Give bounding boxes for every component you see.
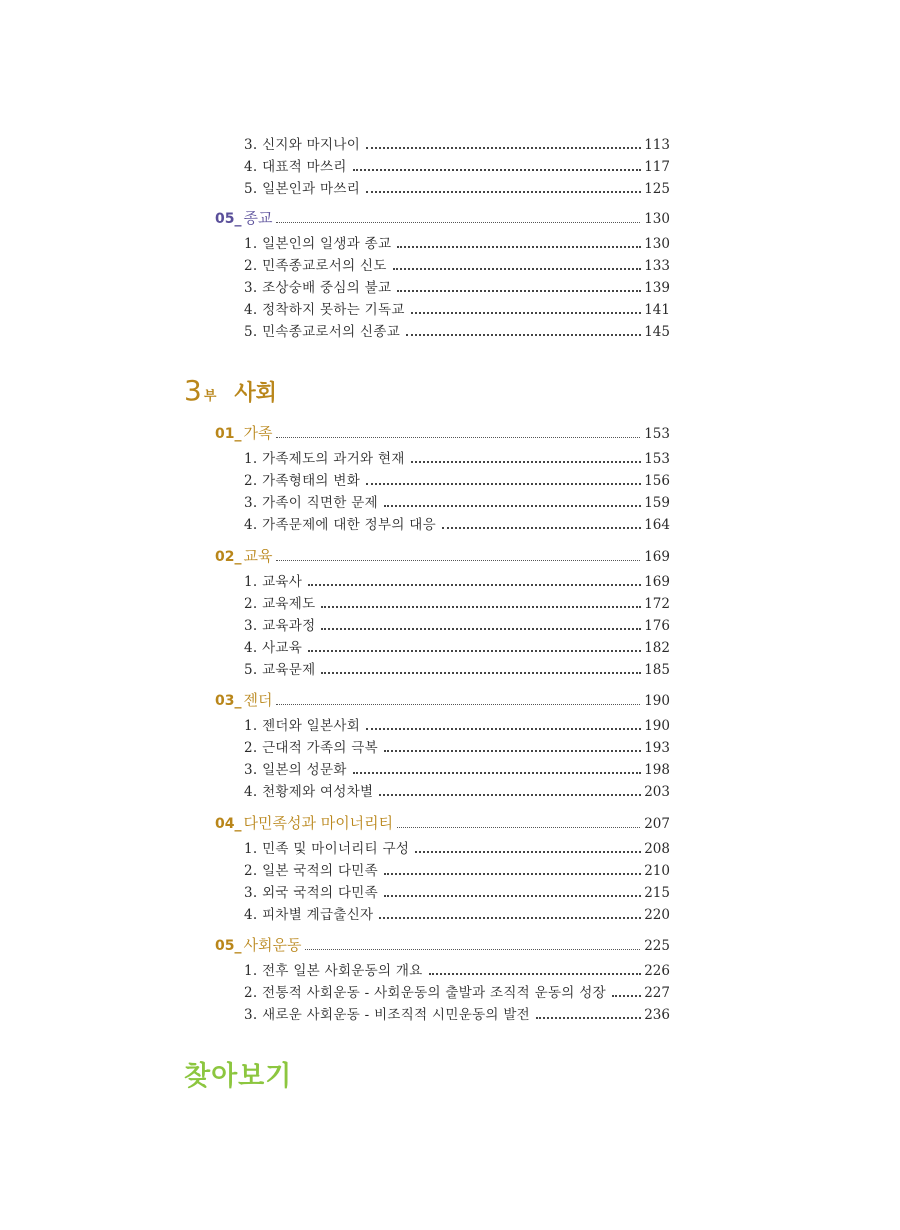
- toc-entry[interactable]: [244, 513, 670, 533]
- part-number: 3: [184, 374, 202, 407]
- toc-entry[interactable]: [244, 469, 670, 489]
- chapter-number: 05_: [215, 211, 242, 227]
- toc-entry[interactable]: [244, 155, 670, 175]
- dot-leader: [393, 258, 641, 270]
- entry-page-number: 133: [644, 258, 670, 274]
- chapter-title: 종교: [243, 209, 273, 227]
- entry-title: 3. 새로운 사회운동 - 비조직적 시민운동의 발전: [244, 1007, 531, 1023]
- entry-title: 4. 사교육: [244, 640, 303, 656]
- dot-leader: [397, 816, 640, 828]
- entry-page-number: 141: [644, 302, 670, 318]
- chapter-page-number: 225: [644, 938, 670, 954]
- toc-entry[interactable]: [244, 447, 670, 467]
- entry-title: 4. 가족문제에 대한 정부의 대응: [244, 517, 436, 533]
- toc-entry[interactable]: [244, 276, 670, 296]
- chapter-title: 가족: [243, 424, 273, 442]
- chapter-heading[interactable]: [215, 422, 670, 444]
- entry-page-number: 130: [644, 236, 670, 252]
- chapter-number: 03_: [215, 693, 242, 709]
- entry-title: 3. 일본의 성문화: [244, 762, 347, 778]
- dot-leader: [366, 473, 641, 485]
- chapter-heading[interactable]: [215, 545, 670, 567]
- dot-leader: [305, 938, 640, 950]
- chapter-number: 04_: [215, 816, 242, 832]
- dot-leader: [379, 907, 641, 919]
- entry-page-number: 156: [644, 473, 670, 489]
- toc-entry[interactable]: [244, 959, 670, 979]
- dot-leader: [276, 549, 640, 561]
- toc-entry[interactable]: [244, 714, 670, 734]
- chapter-heading[interactable]: [215, 689, 670, 711]
- entry-title: 4. 피차별 계급출신자: [244, 907, 374, 923]
- toc-entry[interactable]: [244, 636, 670, 656]
- entry-title: 2. 가족형태의 변화: [244, 473, 361, 489]
- part-label: 부: [203, 389, 217, 404]
- part-title: 사회: [234, 381, 277, 406]
- dot-leader: [379, 784, 641, 796]
- dot-leader: [308, 640, 641, 652]
- entry-title: 2. 민족종교로서의 신도: [244, 258, 387, 274]
- entry-page-number: 227: [644, 985, 670, 1001]
- dot-leader: [353, 762, 642, 774]
- entry-title: 3. 조상숭배 중심의 불교: [244, 280, 392, 296]
- dot-leader: [612, 985, 641, 997]
- dot-leader: [406, 324, 641, 336]
- entry-title: 2. 교육제도: [244, 596, 316, 612]
- entry-page-number: 176: [644, 618, 670, 634]
- toc-entry[interactable]: [244, 658, 670, 678]
- toc-entry[interactable]: [244, 570, 670, 590]
- entry-page-number: 210: [644, 863, 670, 879]
- toc-entry[interactable]: [244, 758, 670, 778]
- entry-page-number: 215: [644, 885, 670, 901]
- dot-leader: [353, 159, 642, 171]
- dot-leader: [384, 740, 641, 752]
- entry-title: 3. 가족이 직면한 문제: [244, 495, 378, 511]
- dot-leader: [411, 451, 642, 463]
- chapter-page-number: 153: [644, 426, 670, 442]
- entry-title: 5. 일본인과 마쓰리: [244, 181, 361, 197]
- toc-entry[interactable]: [244, 133, 670, 153]
- entry-title: 1. 젠더와 일본사회: [244, 718, 361, 734]
- entry-page-number: 164: [644, 517, 670, 533]
- dot-leader: [415, 841, 641, 853]
- toc-entry[interactable]: [244, 491, 670, 511]
- dot-leader: [384, 495, 641, 507]
- dot-leader: [321, 596, 641, 608]
- entry-title: 2. 일본 국적의 다민족: [244, 863, 378, 879]
- chapter-page-number: 169: [644, 549, 670, 565]
- dot-leader: [366, 137, 641, 149]
- entry-title: 3. 신지와 마지나이: [244, 137, 361, 153]
- dot-leader: [411, 302, 642, 314]
- entry-page-number: 226: [644, 963, 670, 979]
- entry-page-number: 193: [644, 740, 670, 756]
- dot-leader: [321, 662, 641, 674]
- toc-entry[interactable]: [244, 881, 670, 901]
- toc-entry[interactable]: [244, 592, 670, 612]
- dot-leader: [276, 211, 640, 223]
- dot-leader: [536, 1007, 641, 1019]
- dot-leader: [397, 236, 641, 248]
- dot-leader: [276, 426, 640, 438]
- chapter-heading[interactable]: [215, 934, 670, 956]
- entry-page-number: 203: [644, 784, 670, 800]
- entry-page-number: 185: [644, 662, 670, 678]
- chapter-heading[interactable]: [215, 207, 670, 229]
- toc-entry[interactable]: [244, 320, 670, 340]
- dot-leader: [276, 693, 640, 705]
- toc-entry[interactable]: [244, 232, 670, 252]
- dot-leader: [308, 574, 641, 586]
- entry-title: 1. 가족제도의 과거와 현재: [244, 451, 405, 467]
- entry-page-number: 159: [644, 495, 670, 511]
- toc-entry[interactable]: [244, 903, 670, 923]
- entry-title: 3. 외국 국적의 다민족: [244, 885, 378, 901]
- entry-page-number: 125: [644, 181, 670, 197]
- entry-title: 2. 근대적 가족의 극복: [244, 740, 378, 756]
- toc-entry[interactable]: [244, 614, 670, 634]
- entry-page-number: 169: [644, 574, 670, 590]
- entry-title: 1. 전후 일본 사회운동의 개요: [244, 963, 423, 979]
- entry-title: 4. 대표적 마쓰리: [244, 159, 347, 175]
- entry-page-number: 172: [644, 596, 670, 612]
- entry-title: 5. 민속종교로서의 신종교: [244, 324, 401, 340]
- toc-entry[interactable]: [244, 298, 670, 318]
- entry-page-number: 145: [644, 324, 670, 340]
- toc-entry[interactable]: [244, 177, 670, 197]
- dot-leader: [442, 517, 641, 529]
- entry-title: 1. 교육사: [244, 574, 303, 590]
- chapter-number: 02_: [215, 549, 242, 565]
- entry-title: 1. 일본인의 일생과 종교: [244, 236, 392, 252]
- chapter-title: 교육: [243, 547, 273, 565]
- chapter-heading[interactable]: [215, 812, 670, 834]
- entry-page-number: 113: [644, 137, 670, 153]
- toc-entry[interactable]: [244, 859, 670, 879]
- entry-title: 4. 천황제와 여성차별: [244, 784, 374, 800]
- entry-title: 4. 정착하지 못하는 기독교: [244, 302, 405, 318]
- entry-page-number: 139: [644, 280, 670, 296]
- toc-entry[interactable]: [244, 780, 670, 800]
- part-heading[interactable]: [184, 374, 277, 407]
- chapter-title: 다민족성과 마이너리티: [243, 814, 394, 832]
- chapter-page-number: 130: [644, 211, 670, 227]
- index-heading[interactable]: 찾아보기: [184, 1061, 293, 1092]
- entry-title: 2. 전통적 사회운동 - 사회운동의 출발과 조직적 운동의 성장: [244, 985, 606, 1001]
- dot-leader: [384, 863, 641, 875]
- entry-page-number: 236: [644, 1007, 670, 1023]
- dot-leader: [321, 618, 641, 630]
- dot-leader: [429, 963, 642, 975]
- chapter-title: 사회운동: [243, 936, 302, 954]
- chapter-page-number: 190: [644, 693, 670, 709]
- toc-entry[interactable]: [244, 1003, 670, 1023]
- entry-page-number: 208: [644, 841, 670, 857]
- entry-page-number: 198: [644, 762, 670, 778]
- dot-leader: [384, 885, 641, 897]
- entry-page-number: 220: [644, 907, 670, 923]
- chapter-number: 05_: [215, 938, 242, 954]
- entry-page-number: 182: [644, 640, 670, 656]
- entry-title: 5. 교육문제: [244, 662, 316, 678]
- entry-page-number: 190: [644, 718, 670, 734]
- dot-leader: [397, 280, 641, 292]
- entry-page-number: 153: [644, 451, 670, 467]
- entry-title: 3. 교육과정: [244, 618, 316, 634]
- dot-leader: [366, 181, 641, 193]
- toc-entry[interactable]: [244, 981, 670, 1001]
- dot-leader: [366, 718, 641, 730]
- toc-entry[interactable]: [244, 736, 670, 756]
- chapter-number: 01_: [215, 426, 242, 442]
- toc-entry[interactable]: [244, 254, 670, 274]
- chapter-page-number: 207: [644, 816, 670, 832]
- entry-title: 1. 민족 및 마이너리티 구성: [244, 841, 410, 857]
- entry-page-number: 117: [644, 159, 670, 175]
- toc-entry[interactable]: [244, 837, 670, 857]
- chapter-title: 젠더: [243, 691, 273, 709]
